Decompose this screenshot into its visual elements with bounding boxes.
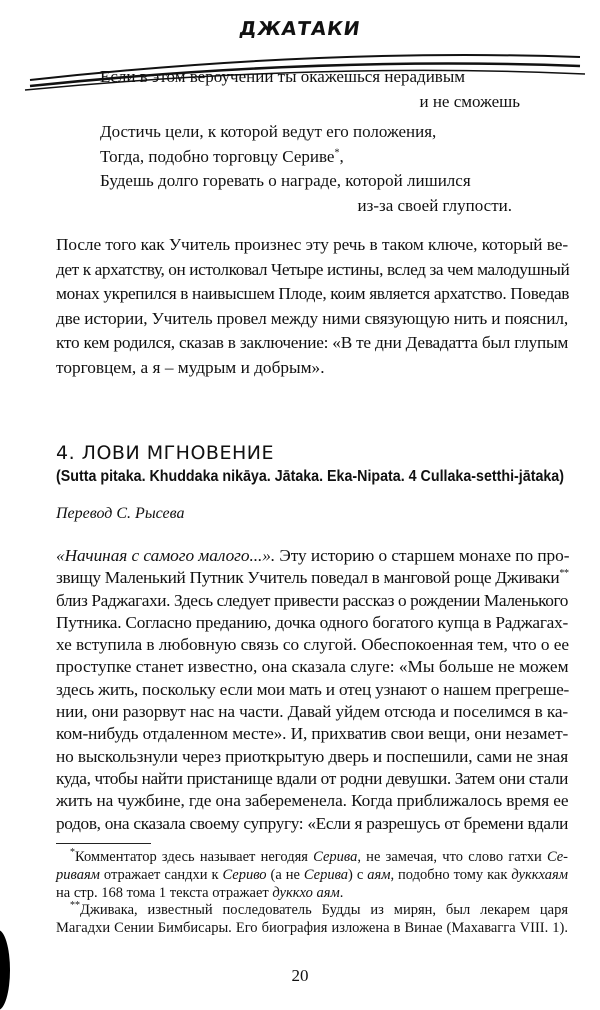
text-line: дет к архатству, он истолковал Четыре истины, вслед за чем малодушный [56, 259, 570, 279]
text-line: нии, они разорвут нас на части. Давай уйдем отсюда и поселимся в ка- [56, 702, 568, 722]
footnotes [56, 849, 568, 938]
poem-line: из-за своей глупости. [357, 195, 512, 215]
text-line: здесь жить, поскольку если мои мать и отец узнают о нашем прегреше- [56, 679, 570, 699]
section-title: 4. ЛОВИ МГНОВЕНИЕ [56, 442, 274, 464]
page-number: 20 [291, 966, 309, 985]
footnote-2-line: Магадхи Сении Бимбисары. Его биография изложена в Винае (Махавагга VIII. 1). [56, 920, 568, 937]
text-line: После того как Учитель произнес эту речь в таком ключе, который ве- [56, 235, 568, 254]
text-line: ком-нибудь отдаленном месте». И, прихватив свои вещи, они незамет- [56, 724, 569, 744]
footnote-1-line: на стр. 168 тома 1 текста отражает дуккхо аям. [56, 884, 344, 901]
paragraph-conclusion [56, 233, 568, 380]
text-line: монах укрепился в наивысшем Плоде, коим является архатство. Поведав [56, 284, 570, 303]
footnote-ref[interactable]: ** [559, 568, 569, 580]
poem-line: и не сможешь [419, 91, 520, 111]
text-line: хе вступила в любовную связь со слугой. Обеспокоенная тем, что о ее [56, 635, 569, 655]
poem-line: Достичь цели, к которой ведут его положения, [100, 122, 437, 141]
footnote-ref[interactable]: * [334, 146, 340, 158]
footnote-1: *Комментатор здесь называет негодяя Серива, не замечая, что слово гатхи Се- [70, 847, 568, 865]
text-line: куда, чтобы найти пристанище вдали от родни девушки. Затем они стали [56, 768, 568, 788]
running-title: ДЖАТАКИ [237, 18, 363, 40]
translator-credit: Перевод С. Рысева [56, 505, 185, 522]
text-line: «Начиная с самого малого...». Эту историю о старшем монахе по про- [56, 546, 570, 565]
text-line: звищу Маленький Путник Учитель поведал в манговой роще Дживаки** [56, 568, 569, 588]
footnote-divider [56, 843, 151, 844]
text-line: близ Раджагахи. Здесь следует привести рассказ о рождении Маленького [56, 590, 568, 610]
footnote-2: **Дживака, известный последователь Будды из мирян, был лекарем царя [70, 900, 568, 919]
poem-line: Будешь долго горевать о награде, которой лишился [100, 171, 471, 190]
paragraph-story [56, 545, 568, 835]
text-line: торговцем, а я – мудрым и добрым». [56, 357, 325, 377]
poem-line: Если в этом вероучении ты окажешься нерадивым [100, 67, 466, 86]
text-line: кто кем родился, сказав в заключение: «В те дни Девадатта был глупым [56, 333, 568, 352]
poem-line: Тогда, подобно торговцу Сериве*, [100, 146, 344, 166]
text-line: две истории, Учитель провел между ними связующую нить и пояснил, [56, 308, 568, 328]
text-line: но выскользнули через приоткрытую дверь и поспешили, сами не зная [56, 746, 568, 766]
poem-verse [100, 65, 520, 218]
text-line: жить на чужбине, где она забеременела. Когда приближалось время ее [56, 791, 569, 811]
section-source: (Sutta pitaka. Khuddaka nikāya. Jātaka. Eka-Nipata. 4 Cullaka-setthi-jātaka) [56, 468, 564, 485]
text-line: родов, она сказала своему супругу: «Если я разрешусь от бремени вдали [56, 813, 568, 833]
footnote-1-line: риваям отражает сандхи к Сериво (а не Серива) с аям, подобно тому как дуккхаям [56, 866, 568, 883]
text-line: проступке станет известно, она сказала слуге: «Мы больше не можем [56, 657, 569, 677]
scan-binding-shadow [0, 930, 10, 1010]
text-line: Путника. Согласно преданию, дочка одного богатого купца в Раджагах- [56, 612, 568, 632]
